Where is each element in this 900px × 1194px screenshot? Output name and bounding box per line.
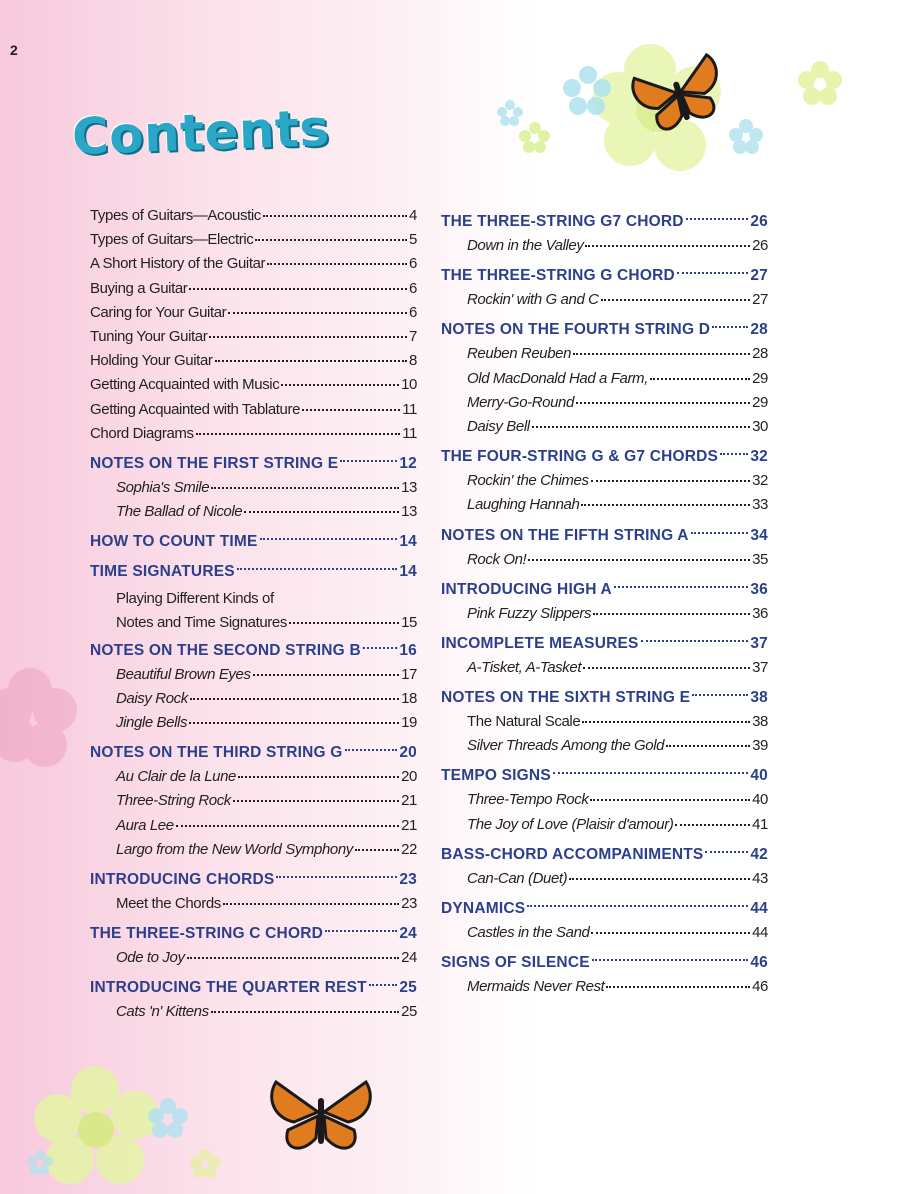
toc-page-number: 20 (399, 744, 417, 762)
toc-page-number: 19 (401, 714, 417, 731)
toc-entry-title: Types of Guitars—Acoustic (90, 207, 261, 224)
toc-topic-entry[interactable] (90, 895, 417, 919)
toc-entry-title: THE FOUR-STRING G & G7 CHORDS (441, 448, 719, 466)
toc-entry[interactable] (90, 376, 417, 400)
toc-page-number: 26 (750, 213, 768, 230)
toc-entry-title: Castles in the Sand (467, 924, 590, 941)
dot-leader (591, 932, 750, 934)
dot-leader (686, 218, 749, 220)
toc-topic-entry[interactable] (90, 587, 417, 635)
dot-leader (677, 272, 748, 274)
dot-leader (593, 613, 750, 615)
toc-entry-title: Merry-Go-Round (467, 393, 574, 411)
toc-page-number: 4 (409, 207, 417, 224)
toc-page-number: 28 (752, 345, 768, 363)
dot-leader (253, 674, 400, 676)
toc-page-number: 20 (401, 768, 417, 786)
toc-page-number: 36 (750, 580, 768, 598)
toc-page-number: 42 (750, 845, 768, 863)
dot-leader (592, 959, 749, 961)
toc-section-heading[interactable] (441, 948, 768, 978)
toc-page-number: 17 (401, 665, 417, 683)
flower-decoration-top (480, 20, 900, 210)
toc-page-number: 28 (750, 321, 768, 339)
toc-entry-title: Ode to Joy (116, 949, 185, 967)
dot-leader (553, 772, 748, 774)
toc-topic-entry[interactable] (441, 713, 768, 737)
toc-section-heading[interactable] (90, 919, 417, 949)
dot-leader (355, 849, 399, 851)
toc-page-number: 39 (752, 737, 768, 755)
flower-icon (519, 122, 550, 153)
toc-entry-title: Au Clair de la Lune (116, 768, 236, 786)
toc-page-number: 10 (401, 376, 417, 394)
dot-leader (576, 402, 750, 404)
toc-entry-title: HOW TO COUNT TIME (90, 533, 258, 551)
dot-leader (325, 930, 397, 932)
dot-leader (527, 905, 748, 907)
toc-song-entry[interactable] (441, 496, 768, 520)
toc-section-heading[interactable] (441, 683, 768, 713)
toc-entry-title: Down in the Valley (467, 237, 584, 254)
toc-section-heading[interactable] (441, 442, 768, 472)
toc-page-number: 44 (752, 924, 768, 941)
toc-entry-title: THE THREE-STRING G7 CHORD (441, 213, 684, 230)
toc-entry[interactable] (90, 231, 417, 255)
toc-entry-title: SIGNS OF SILENCE (441, 954, 590, 972)
toc-page-number: 37 (752, 658, 768, 676)
dot-leader (583, 667, 750, 669)
toc-section-heading[interactable] (441, 207, 768, 237)
toc-page-number: 21 (401, 792, 417, 810)
toc-entry-title: THE THREE-STRING C CHORD (90, 925, 323, 943)
toc-page-number: 11 (402, 424, 417, 442)
toc-entry-title: Types of Guitars—Electric (90, 231, 254, 249)
toc-entry-title: Rock On! (467, 550, 527, 568)
flower-icon (0, 668, 77, 767)
toc-section-heading[interactable] (90, 449, 417, 479)
flower-icon (34, 1066, 159, 1184)
toc-section-heading[interactable] (441, 315, 768, 345)
toc-page-number: 29 (752, 393, 768, 411)
toc-page-number: 11 (402, 400, 417, 418)
toc-entry-title: Three-String Rock (116, 792, 231, 810)
dot-leader (675, 824, 750, 826)
dot-leader (532, 426, 750, 428)
dot-leader (614, 586, 748, 588)
toc-entry-title: Tuning Your Guitar (90, 327, 208, 345)
contents-column-right (441, 207, 768, 1002)
toc-entry-title: NOTES ON THE FIRST STRING E (90, 454, 339, 472)
flower-icon (729, 119, 763, 154)
dot-leader (585, 245, 750, 247)
toc-page-number: 13 (401, 503, 417, 521)
dot-leader (211, 1011, 399, 1013)
dot-leader (263, 215, 407, 217)
dot-leader (691, 532, 749, 534)
toc-entry-title: NOTES ON THE SIXTH STRING E (441, 689, 691, 707)
toc-page-number: 29 (752, 369, 768, 387)
toc-entry[interactable] (90, 304, 417, 328)
flower-icon (190, 1149, 220, 1178)
flower-decoration-bottom (0, 1060, 400, 1194)
toc-entry-title: TEMPO SIGNS (441, 767, 551, 785)
toc-page-number: 41 (752, 815, 768, 833)
toc-entry[interactable] (90, 328, 417, 352)
toc-song-entry[interactable] (441, 870, 768, 894)
toc-song-entry[interactable] (90, 768, 417, 792)
toc-section-heading[interactable] (441, 629, 768, 659)
toc-page-number: 30 (752, 417, 768, 435)
toc-song-entry[interactable] (441, 659, 768, 683)
toc-entry-title: Rockin' with G and C (467, 291, 599, 309)
dot-leader (176, 825, 399, 827)
page-number: 2 (10, 42, 18, 58)
toc-entry[interactable] (90, 255, 417, 279)
toc-entry-title: A-Tisket, A-Tasket (467, 658, 582, 676)
toc-entry-title: Getting Acquainted with Music (90, 376, 280, 394)
toc-song-entry[interactable] (441, 394, 768, 418)
dot-leader (233, 800, 399, 802)
toc-song-entry[interactable] (441, 791, 768, 815)
toc-song-entry[interactable] (90, 690, 417, 714)
dot-leader (345, 749, 398, 751)
butterfly-icon (272, 1082, 371, 1148)
toc-page-number: 26 (752, 237, 768, 254)
toc-page-number: 23 (399, 870, 417, 888)
toc-entry-title: INCOMPLETE MEASURES (441, 634, 639, 652)
toc-page-number: 32 (750, 448, 768, 466)
toc-song-entry[interactable] (441, 551, 768, 575)
toc-page-number: 43 (752, 869, 768, 887)
dot-leader (237, 568, 398, 570)
dot-leader (582, 721, 750, 723)
toc-entry-title: Daisy Bell (467, 417, 530, 435)
dot-leader (369, 984, 397, 986)
toc-song-entry[interactable] (90, 817, 417, 841)
toc-page-number: 33 (752, 496, 768, 514)
dot-leader (569, 878, 750, 880)
toc-entry-title: Laughing Hannah (467, 496, 580, 514)
dot-leader (581, 504, 750, 506)
toc-song-entry[interactable] (90, 479, 417, 503)
dot-leader (705, 851, 748, 853)
toc-entry-title: Pink Fuzzy Slippers (467, 604, 592, 622)
dot-leader (215, 360, 408, 362)
toc-page-number: 14 (399, 533, 417, 551)
dot-leader (244, 511, 399, 513)
toc-entry-title: TIME SIGNATURES (90, 563, 235, 581)
dot-leader (189, 722, 399, 724)
toc-song-entry[interactable] (441, 345, 768, 369)
flower-decoration-left (0, 650, 90, 790)
toc-song-entry[interactable] (90, 792, 417, 816)
dot-leader (591, 480, 751, 482)
toc-page-number: 22 (401, 840, 417, 858)
toc-song-entry[interactable] (441, 472, 768, 496)
toc-page-number: 25 (401, 1003, 417, 1021)
toc-song-entry[interactable] (90, 666, 417, 690)
toc-page-number: 23 (401, 894, 417, 912)
toc-entry-title: NOTES ON THE SECOND STRING B (90, 641, 361, 659)
dot-leader (211, 487, 399, 489)
toc-page-number: 40 (750, 767, 768, 785)
dot-leader (573, 353, 750, 355)
toc-entry[interactable] (90, 280, 417, 304)
dot-leader (196, 433, 401, 435)
toc-entry-title: INTRODUCING HIGH A (441, 580, 612, 598)
toc-section-heading[interactable] (441, 261, 768, 291)
toc-page-number: 32 (752, 472, 768, 490)
toc-section-heading[interactable] (441, 761, 768, 791)
toc-entry-title: A Short History of the Guitar (90, 255, 266, 273)
toc-page-number: 14 (399, 563, 417, 581)
toc-entry-title: NOTES ON THE THIRD STRING G (90, 744, 343, 762)
toc-entry-title: Sophia's Smile (116, 478, 210, 496)
dot-leader (712, 326, 748, 328)
toc-song-entry[interactable] (90, 503, 417, 527)
flower-icon (563, 66, 611, 115)
dot-leader (189, 288, 407, 290)
toc-song-entry[interactable] (441, 237, 768, 261)
toc-entry-title: INTRODUCING CHORDS (90, 870, 275, 888)
toc-entry-title: Cats 'n' Kittens (116, 1003, 209, 1021)
toc-entry-title: Reuben Reuben (467, 345, 572, 363)
toc-entry-title: Beautiful Brown Eyes (116, 665, 251, 683)
toc-page-number: 40 (752, 791, 768, 809)
toc-entry-title: Playing Different Kinds of (116, 590, 274, 608)
toc-song-entry[interactable] (441, 605, 768, 629)
toc-entry-title: Getting Acquainted with Tablature (90, 400, 301, 418)
dot-leader (276, 876, 397, 878)
toc-entry-title: Chord Diagrams (90, 424, 194, 442)
dot-leader (228, 312, 407, 314)
toc-page-number: 16 (399, 641, 417, 659)
toc-entry-title: Largo from the New World Symphony (116, 840, 353, 858)
toc-song-entry[interactable] (90, 1003, 417, 1027)
toc-entry-title: Aura Lee (116, 816, 174, 834)
toc-page-number: 36 (752, 604, 768, 622)
dot-leader (601, 299, 751, 301)
dot-leader (302, 409, 400, 411)
dot-leader (340, 460, 397, 462)
toc-page-number: 15 (401, 614, 417, 632)
toc-entry-title: Rockin' the Chimes (467, 472, 589, 490)
toc-entry-title: Silver Threads Among the Gold (467, 737, 665, 755)
toc-page-number: 38 (750, 689, 768, 707)
dot-leader (606, 986, 750, 988)
toc-page-number: 6 (409, 303, 417, 321)
toc-page-number: 5 (409, 231, 417, 249)
toc-page-number: 21 (401, 816, 417, 834)
toc-entry[interactable] (90, 207, 417, 231)
toc-entry-title-line2: Notes and Time Signatures (116, 614, 287, 632)
toc-entry-title: NOTES ON THE FIFTH STRING A (441, 526, 689, 544)
toc-page-number: 24 (401, 949, 417, 967)
toc-page-number: 37 (750, 634, 768, 652)
toc-song-entry[interactable] (441, 978, 768, 1002)
dot-leader (255, 239, 407, 241)
dot-leader (209, 336, 407, 338)
dot-leader (720, 453, 748, 455)
toc-song-entry[interactable] (441, 924, 768, 948)
toc-section-heading[interactable] (90, 527, 417, 557)
toc-page-number: 44 (750, 900, 768, 917)
toc-entry[interactable] (90, 352, 417, 376)
toc-song-entry[interactable] (441, 418, 768, 442)
flower-icon (798, 61, 842, 105)
toc-entry-title: Buying a Guitar (90, 279, 188, 297)
toc-song-entry[interactable] (90, 841, 417, 865)
toc-entry-title: Holding Your Guitar (90, 352, 213, 370)
toc-page-number: 46 (752, 978, 768, 996)
toc-page-number: 7 (409, 327, 417, 345)
toc-entry[interactable] (90, 401, 417, 425)
toc-page-number: 46 (750, 954, 768, 972)
toc-page-number: 27 (752, 291, 768, 309)
page-title: Contents (70, 99, 331, 166)
toc-page-number: 24 (399, 925, 417, 943)
toc-song-entry[interactable] (90, 949, 417, 973)
toc-section-heading[interactable] (441, 521, 768, 551)
dot-leader (238, 776, 399, 778)
toc-section-heading[interactable] (90, 636, 417, 666)
toc-song-entry[interactable] (441, 370, 768, 394)
toc-entry-title: Daisy Rock (116, 689, 188, 707)
toc-entry-title: Mermaids Never Rest (467, 978, 605, 996)
toc-page-number: 6 (409, 279, 417, 297)
toc-entry-title: BASS-CHORD ACCOMPANIMENTS (441, 845, 704, 863)
dot-leader (528, 559, 750, 561)
toc-entry-title: NOTES ON THE FOURTH STRING D (441, 321, 711, 339)
dot-leader (289, 622, 399, 624)
dot-leader (281, 384, 399, 386)
toc-entry-title: Meet the Chords (116, 894, 221, 912)
toc-section-heading[interactable] (90, 973, 417, 1003)
toc-entry-title: The Natural Scale (467, 713, 581, 731)
toc-entry-title: The Joy of Love (Plaisir d'amour) (467, 815, 674, 833)
toc-page-number: 38 (752, 713, 768, 731)
toc-entry-title: The Ballad of Nicole (116, 503, 243, 521)
toc-page-number: 27 (750, 267, 768, 285)
toc-entry-title: THE THREE-STRING G CHORD (441, 267, 675, 285)
toc-entry-title: Jingle Bells (116, 714, 188, 731)
toc-page-number: 34 (750, 526, 768, 544)
contents-column-left (90, 207, 417, 1028)
toc-entry-title: Three-Tempo Rock (467, 791, 589, 809)
toc-section-heading[interactable] (90, 557, 417, 587)
toc-song-entry[interactable] (90, 714, 417, 738)
toc-section-heading[interactable] (441, 894, 768, 924)
toc-entry-title: Caring for Your Guitar (90, 303, 227, 321)
dot-leader (363, 647, 398, 649)
toc-section-heading[interactable] (441, 575, 768, 605)
dot-leader (260, 538, 398, 540)
toc-entry-title: Can-Can (Duet) (467, 869, 568, 887)
dot-leader (692, 694, 748, 696)
toc-entry[interactable] (90, 425, 417, 449)
toc-page-number: 6 (409, 255, 417, 273)
toc-song-entry[interactable] (441, 737, 768, 761)
toc-song-entry[interactable] (441, 291, 768, 315)
dot-leader (666, 745, 750, 747)
toc-page-number: 18 (401, 689, 417, 707)
toc-page-number: 8 (409, 352, 417, 370)
toc-section-heading[interactable] (441, 840, 768, 870)
toc-entry-title: DYNAMICS (441, 900, 526, 917)
dot-leader (223, 903, 399, 905)
toc-song-entry[interactable] (441, 816, 768, 840)
toc-page-number: 12 (399, 454, 417, 472)
dot-leader (267, 263, 407, 265)
toc-page-number: 25 (399, 979, 417, 997)
toc-entry-title: INTRODUCING THE QUARTER REST (90, 979, 367, 997)
toc-page-number: 13 (401, 478, 417, 496)
toc-section-heading[interactable] (90, 738, 417, 768)
dot-leader (187, 957, 400, 959)
dot-leader (641, 640, 749, 642)
dot-leader (190, 698, 399, 700)
dot-leader (590, 799, 750, 801)
flower-icon (497, 100, 523, 126)
dot-leader (650, 378, 750, 380)
toc-page-number: 35 (752, 550, 768, 568)
toc-entry-title: Old MacDonald Had a Farm, (467, 369, 648, 387)
toc-section-heading[interactable] (90, 865, 417, 895)
